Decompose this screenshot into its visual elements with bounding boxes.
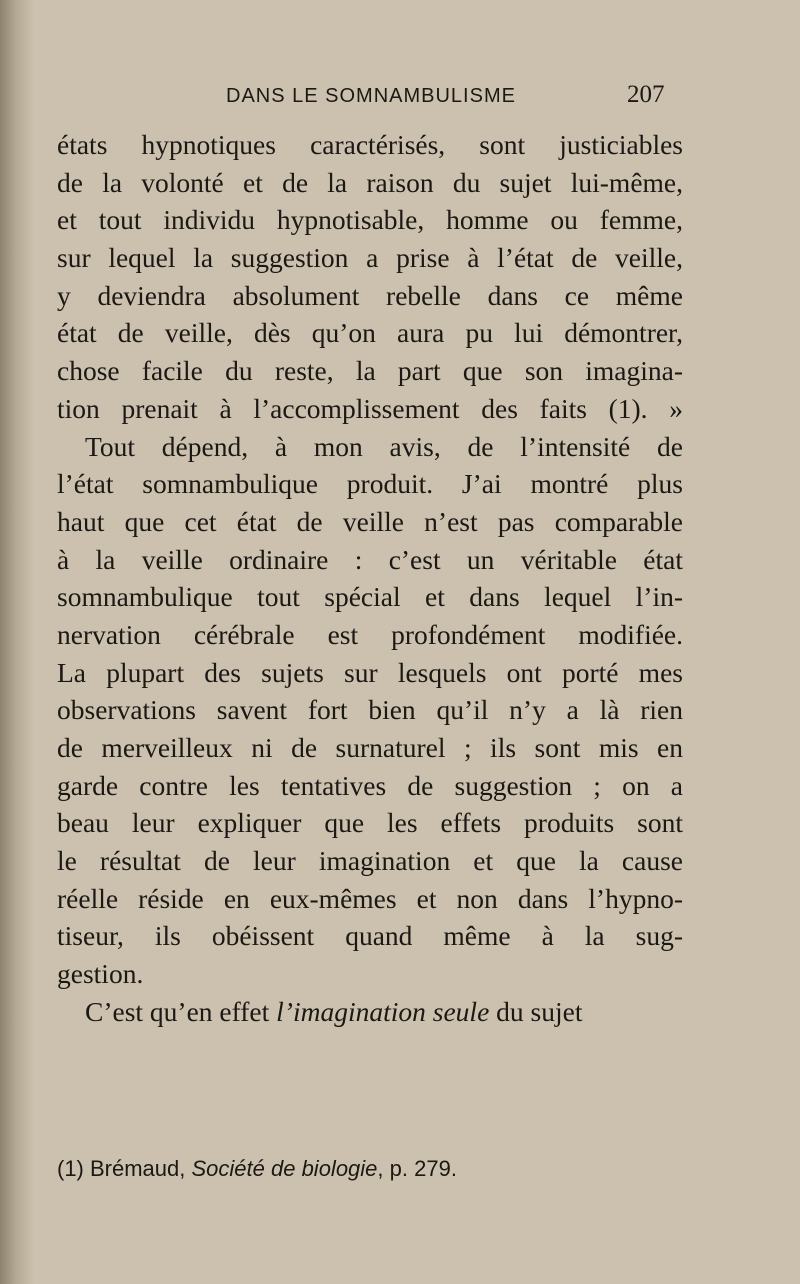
text-line: gestion. (57, 958, 144, 990)
footnote-prefix: (1) Brémaud, (57, 1156, 192, 1181)
text-line: chose facile du reste, la part que son imagina- (57, 355, 683, 387)
text-span: C’est qu’en effet (85, 995, 277, 1027)
text-line: sur lequel la suggestion a prise à l’état de veille, (57, 242, 683, 274)
text-line: somnambulique tout spécial et dans lequel l’in- (57, 581, 683, 613)
text-line: observations savent fort bien qu’il n’y a là rien (57, 694, 683, 726)
page-number: 207 (627, 81, 665, 108)
text-line: Tout dépend, à mon avis, de l’intensité de (85, 430, 683, 462)
footnote-source: Société de biologie (191, 1156, 378, 1181)
text-line: et tout individu hypnotisable, homme ou femme, (57, 204, 683, 236)
text-line: garde contre les tentatives de suggestion ; on a (57, 769, 683, 801)
text-line: le résultat de leur imagination et que la cause (57, 845, 683, 877)
text-line: haut que cet état de veille n’est pas comparable (57, 505, 683, 537)
text-line: état de veille, dès qu’on aura pu lui démontrer, (57, 317, 683, 349)
text-line: à la veille ordinaire : c’est un véritable état (57, 543, 683, 575)
body-text (57, 126, 683, 1031)
text-line: y deviendra absolument rebelle dans ce même (57, 279, 683, 311)
text-span: du sujet (489, 995, 583, 1027)
text-line: nervation cérébrale est profondément modifiée. (57, 618, 683, 650)
text-line: de merveilleux ni de surnaturel ; ils sont mis en (57, 732, 683, 763)
text-line: réelle réside en eux-mêmes et non dans l’hypno- (57, 882, 683, 914)
text-line: tion prenait à l’accomplissement des faits (1). » (57, 392, 683, 424)
running-head-title: DANS LE SOMNAMBULISME (226, 85, 516, 107)
text-line: beau leur expliquer que les effets produits sont (57, 807, 683, 839)
text-line: états hypnotiques caractérisés, sont justiciables (57, 129, 683, 160)
text-line: de la volonté et de la raison du sujet lui-même, (57, 166, 683, 198)
text-line-with-italic (57, 993, 683, 1031)
text-line: tiseur, ils obéissent quand même à la sug- (57, 920, 683, 952)
text-line: l’état somnambulique produit. J’ai montré plus (57, 468, 683, 500)
footnote-suffix: , p. 279. (377, 1156, 457, 1181)
italic-phrase: l’imagination seule (276, 995, 490, 1027)
text-line: La plupart des sujets sur lesquels ont porté mes (57, 656, 683, 688)
footnote (57, 1156, 457, 1182)
